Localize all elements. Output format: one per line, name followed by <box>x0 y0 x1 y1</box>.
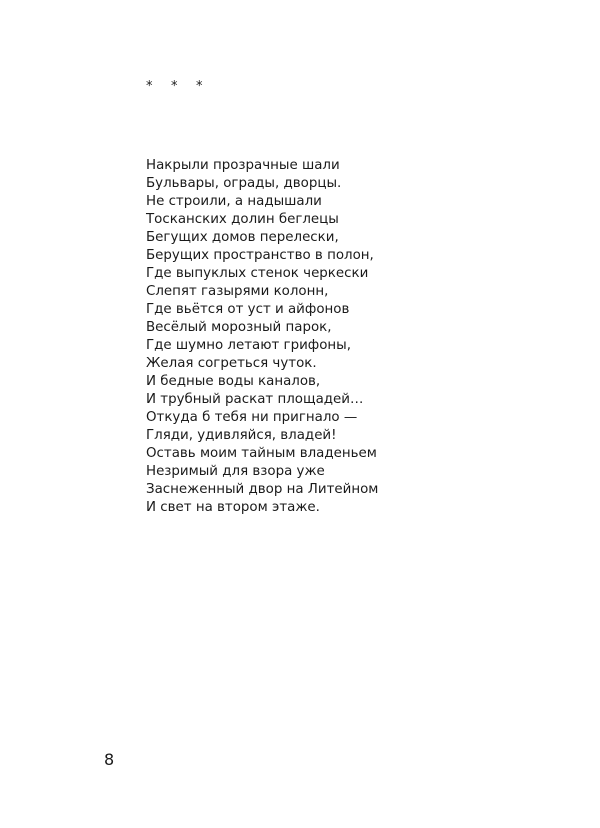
poem-line: Где вьётся от уст и айфонов <box>146 302 350 317</box>
poem-line: Где шумно летают грифоны, <box>146 338 351 353</box>
poem-line: Не строили, а надышали <box>146 194 322 209</box>
poem-line: Тосканских долин беглецы <box>146 212 339 227</box>
poem-line: Весёлый морозный парок, <box>146 320 332 335</box>
asterisk: * <box>196 79 203 94</box>
poem-line: И трубный раскат площадей… <box>146 392 364 407</box>
poem-line: Желая согреться чуток. <box>146 356 317 371</box>
poem-text <box>146 157 378 517</box>
poem-line: Гляди, удивляйся, владей! <box>146 428 337 443</box>
asterisk: * <box>171 79 178 94</box>
page-number: 8 <box>104 750 115 769</box>
poem-line: Оставь моим тайным владеньем <box>146 446 377 461</box>
poem-line: Заснеженный двор на Литейном <box>146 482 379 497</box>
poem-line: Бегущих домов перелески, <box>146 230 339 245</box>
poem-line: Где выпуклых стенок черкески <box>146 266 369 281</box>
poem-line: Откуда б тебя ни пригнало — <box>146 410 358 425</box>
poem-line: Бульвары, ограды, дворцы. <box>146 176 342 191</box>
poem-line: И бедные воды каналов, <box>146 374 321 389</box>
poem-line: Незримый для взора уже <box>146 464 325 479</box>
asterisk: * <box>146 79 153 94</box>
section-separator <box>146 79 221 94</box>
poem-line: Слепят газырями колонн, <box>146 284 329 299</box>
poem-line: И свет на втором этаже. <box>146 500 320 515</box>
poem-line: Берущих пространство в полон, <box>146 248 374 263</box>
poem-line: Накрыли прозрачные шали <box>146 158 340 173</box>
